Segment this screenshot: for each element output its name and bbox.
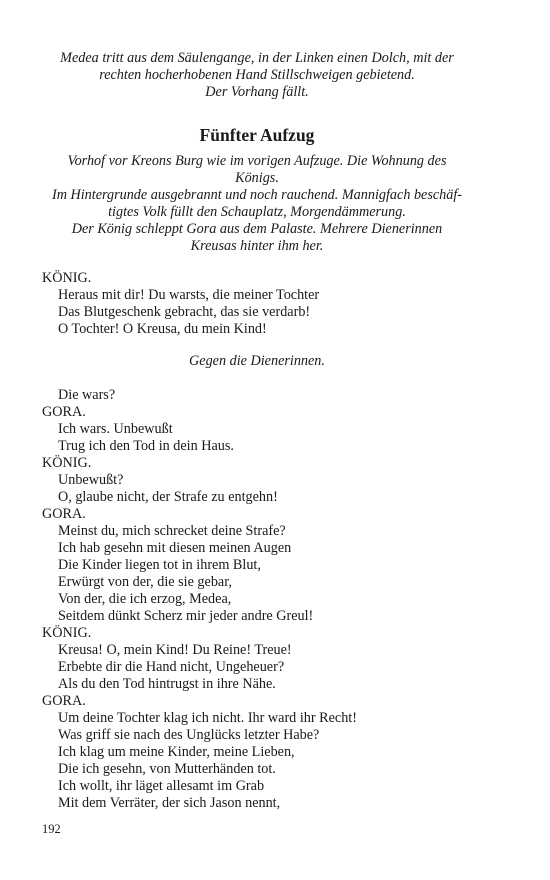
verse-line: Die Kinder liegen tot in ihrem Blut, — [58, 557, 261, 573]
verse-line: Ich hab gesehn mit diesen meinen Augen — [58, 540, 292, 556]
verse-line: Das Blutgeschenk gebracht, das sie verdarb! — [58, 304, 311, 320]
verse-line: Meinst du, mich schrecket deine Strafe? — [58, 523, 286, 539]
speaker-name: GORA. — [42, 506, 86, 522]
setting-line: Kreusas hinter ihm her. — [190, 238, 324, 254]
verse-line: Erwürgt von der, die sie gebar, — [58, 574, 232, 590]
opening-stage-direction — [42, 50, 472, 101]
verse-line: Erbebte dir die Hand nicht, Ungeheuer? — [58, 659, 285, 675]
verse-line: Mit dem Verräter, der sich Jason nennt, — [58, 795, 281, 811]
verse-line: Seitdem dünkt Scherz mir jeder andre Greul! — [58, 608, 314, 624]
verse-line: Von der, die ich erzog, Medea, — [58, 591, 232, 607]
verse-line: Ich wars. Unbewußt — [58, 421, 173, 437]
speaker-name: GORA. — [42, 693, 86, 709]
setting-line: Im Hintergrunde ausgebrannt und noch rauchend. Mannigfach beschäf- — [51, 187, 463, 203]
verse-line: Als du den Tod hintrugst in ihre Nähe. — [58, 676, 276, 692]
setting-line: Vorhof vor Kreons Burg wie im vorigen Aufzuge. Die Wohnung des — [67, 153, 447, 169]
verse-line: Was griff sie nach des Unglücks letzter Habe? — [58, 727, 320, 743]
scene-setting — [42, 153, 472, 255]
verse-line: Heraus mit dir! Du warsts, die meiner Tochter — [58, 287, 320, 303]
setting-line: Königs. — [235, 170, 279, 186]
setting-line: tigtes Volk füllt den Schauplatz, Morgendämmerung. — [108, 204, 406, 220]
verse-line: Ich klag um meine Kinder, meine Lieben, — [58, 744, 295, 760]
verse-line: Die ich gesehn, von Mutterhänden tot. — [58, 761, 276, 777]
speaker-name: GORA. — [42, 404, 86, 420]
page-number: 192 — [42, 822, 61, 836]
direction-line: rechten hocherhobenen Hand Stillschweigen gebietend. — [99, 67, 415, 83]
direction-line: Medea tritt aus dem Säulengange, in der Linken einen Dolch, mit der — [60, 50, 454, 66]
speaker-name: KÖNIG. — [42, 455, 92, 471]
direction-line: Der Vorhang fällt. — [205, 84, 309, 100]
stage-direction: Gegen die Dienerinnen. — [189, 353, 325, 369]
verse-line: Die wars? — [58, 387, 116, 403]
verse-line: Unbewußt? — [58, 472, 124, 488]
speaker-name: KÖNIG. — [42, 270, 92, 286]
speaker-name: KÖNIG. — [42, 625, 92, 641]
verse-line: Trug ich den Tod in dein Haus. — [58, 438, 234, 454]
act-title: Fünfter Aufzug — [199, 125, 315, 145]
verse-line: Ich wollt, ihr läget allesamt im Grab — [58, 778, 265, 794]
verse-line: Kreusa! O, mein Kind! Du Reine! Treue! — [58, 642, 292, 658]
verse-line: O, glaube nicht, der Strafe zu entgehn! — [58, 489, 278, 505]
setting-line: Der König schleppt Gora aus dem Palaste. Mehrere Dienerinnen — [71, 221, 443, 237]
verse-line: Um deine Tochter klag ich nicht. Ihr ward ihr Recht! — [58, 710, 357, 726]
verse-line: O Tochter! O Kreusa, du mein Kind! — [58, 321, 267, 337]
